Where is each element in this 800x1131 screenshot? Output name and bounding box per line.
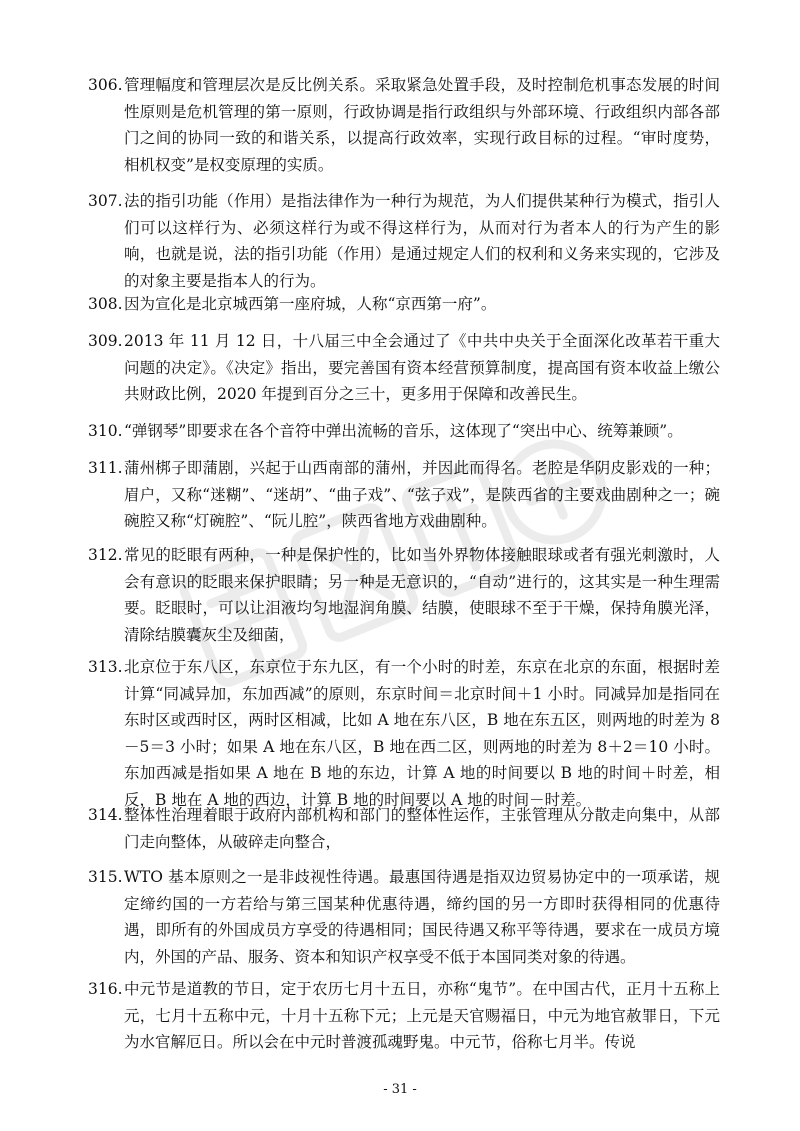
entry-text: 北京位于东八区，东京位于东九区，有一个小时的时差，东京在北京的东面，根据时差计算“同减异加，东加西减”的原则，东京时间＝北京时间＋1 小时。同减异加是指同在东时区或西时区，两时区相减，比如 A 地在东八区，B 地在东五区，则两地的时差为 8－5＝3 小时；如果 A 地在东八区，B 地在西二区，则两地的时差为 8＋2＝10 小时。东加西减是指如果 A 地在 B 地的东边，计算 A 地的时间要以 B 地的时间＋时差，相反，B 地在 A 地的西边，计算 B 地的时间要以 A 地的时间－时差。 [124,658,720,809]
entry-316 [88,976,720,1056]
entry-313 [88,654,720,813]
entry-text: 因为宣化是北京城西第一座府城，人称“京西第一府”。 [124,295,497,313]
entry-number: 306. [88,76,123,94]
entry-text: 管理幅度和管理层次是反比例关系。采取紧急处置手段，及时控制危机事态发展的时间性原则是危机管理的第一原则，行政协调是指行政组织与外部环境、行政组织内部各部门之间的协同一致的和谐关系，以提高行政效率，实现行政目标的过程。“审时度势，相机权变”是权变原理的实质。 [124,76,720,174]
entry-307 [88,188,720,294]
entry-text: “弹钢琴”即要求在各个音符中弹出流畅的音乐，这体现了“突出中心、统筹兼顾”。 [124,422,683,440]
entry-306 [88,72,720,178]
page-number: - 31 - [383,1082,417,1097]
entry-number: 310. [88,422,123,440]
entry-text: 蒲州梆子即蒲剧，兴起于山西南部的蒲州，并因此而得名。老腔是华阴皮影戏的一种；眉户，又称“迷糊”、“迷胡”、“曲子戏”、“弦子戏”，是陕西省的主要戏曲剧种之一；碗碗腔又称“灯碗腔”、“阮儿腔”，陕西省地方戏曲剧种。 [124,459,720,530]
entry-number: 313. [88,658,123,676]
entry-311 [88,455,720,535]
entry-number: 314. [88,806,123,824]
entry-315 [88,864,720,970]
entry-number: 316. [88,980,123,998]
entry-312 [88,542,720,648]
entry-number: 308. [88,295,123,313]
entry-text: 整体性治理着眼于政府内部机构和部门的整体性运作，主张管理从分散走向集中，从部门走向整体，从破碎走向整合， [124,806,720,851]
entry-number: 309. [88,332,123,350]
entry-309 [88,328,720,408]
entry-text: 法的指引功能（作用）是指法律作为一种行为规范，为人们提供某种行为模式，指引人们可以这样行为、必须这样行为或不得这样行为，从而对行为者本人的行为产生的影响，也就是说，法的指引功能（作用）是通过规定人们的权利和义务来实现的，它涉及的对象主要是指本人的行为。 [124,192,720,290]
entry-number: 312. [88,546,123,564]
entry-text: 常见的眨眼有两种，一种是保护性的，比如当外界物体接触眼球或者有强光刺激时，人会有意识的眨眼来保护眼睛；另一种是无意识的，“自动”进行的，这其实是一种生理需要。眨眼时，可以让泪液均匀地湿润角膜、结膜，使眼球不至于干燥，保持角膜光泽，清除结膜囊灰尘及细菌， [124,546,720,644]
entry-310 [88,418,720,445]
entry-number: 315. [88,868,123,886]
entry-text: WTO 基本原则之一是非歧视性待遇。最惠国待遇是指双边贸易协定中的一项承诺，规定缔约国的一方若给与第三国某种优惠待遇，缔约国的另一方即时获得相同的优惠待遇，即所有的外国成员方享受的待遇相同；国民待遇又称平等待遇，要求在一成员方境内，外国的产品、服务、资本和知识产权享受不低于本国同类对象的待遇。 [124,868,720,966]
entry-number: 311. [88,459,123,477]
entry-text: 2013 年 11 月 12 日，十八届三中全会通过了《中共中央关于全面深化改革若干重大问题的决定》。《决定》指出，要完善国有资本经营预算制度，提高国有资本收益上缴公共财政比例，2020 年提到百分之三十，更多用于保障和改善民生。 [124,332,720,403]
entry-number: 307. [88,192,123,210]
entry-308 [88,291,720,318]
entry-text: 中元节是道教的节日，定于农历七月十五日，亦称“鬼节”。在中国古代，正月十五称上元，七月十五称中元，十月十五称下元；上元是天官赐福日，中元为地官赦罪日，下元为水官解厄日。所以会在中元时普渡孤魂野鬼。中元节，俗称七月半。传说 [124,980,720,1051]
entry-314 [88,802,720,855]
